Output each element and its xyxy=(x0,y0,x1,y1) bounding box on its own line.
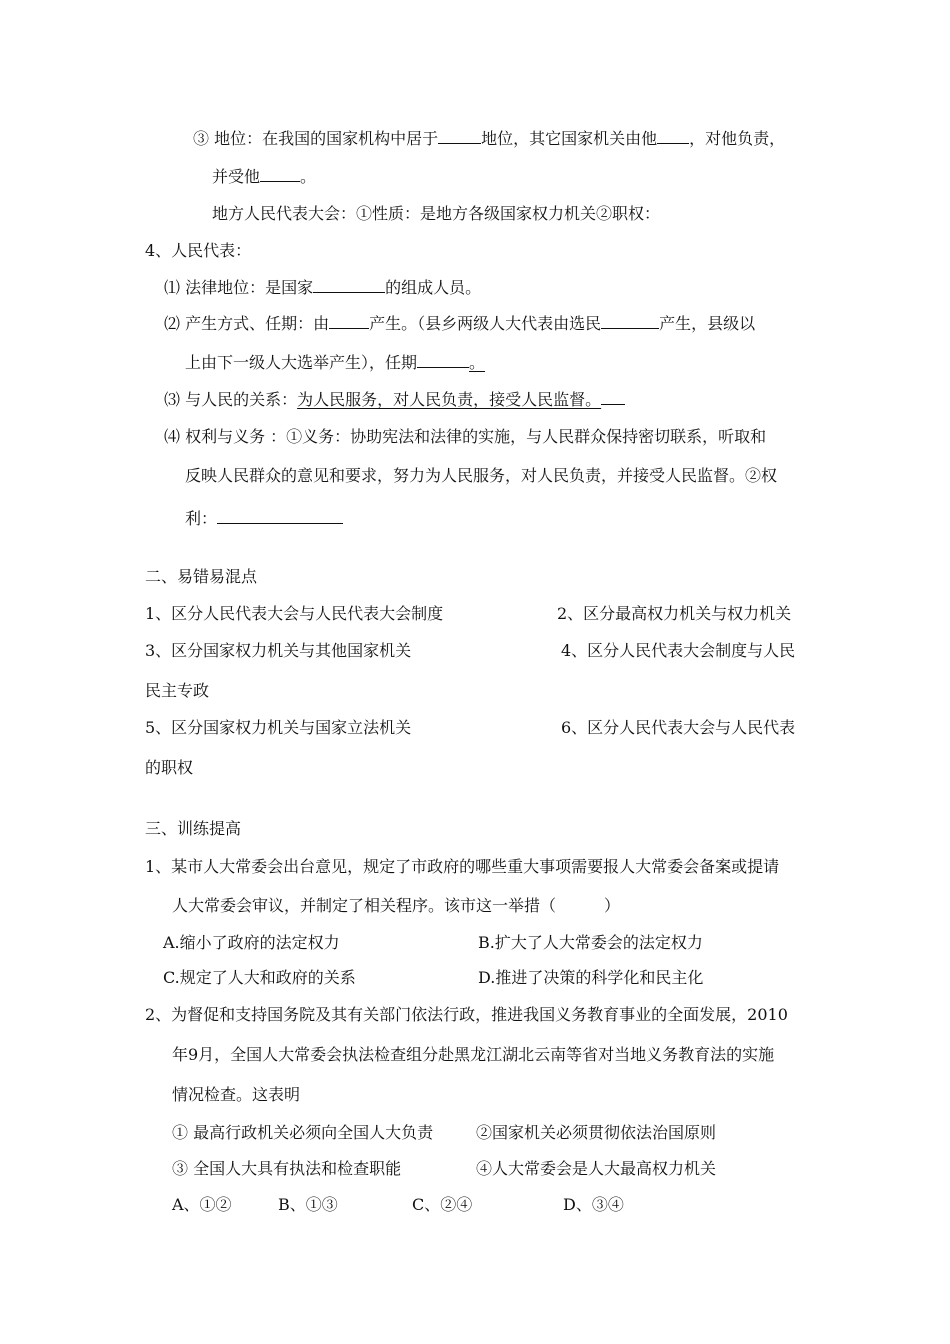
blank xyxy=(438,127,481,144)
q2-option-b: B、①③ xyxy=(278,1195,338,1214)
section2-heading: 二、易错易混点 xyxy=(145,567,258,586)
q1-option-a: A.缩小了政府的法定权力 xyxy=(163,933,340,952)
question-2-line-2: 年9月，全国人大常委会执法检查组分赴黑龙江湖北云南等省对当地义务教育法的实施 xyxy=(172,1045,775,1064)
q1-option-d: D.推进了决策的科学化和民主化 xyxy=(478,968,704,987)
local-npc-line: 地方人民代表大会：①性质：是地方各级国家权力机关②职权： xyxy=(212,204,661,223)
generation-line xyxy=(164,312,755,335)
blank xyxy=(601,388,625,405)
text: 利： xyxy=(185,509,218,528)
blank xyxy=(657,127,689,144)
blank xyxy=(417,351,469,368)
rights-line-3 xyxy=(185,507,343,530)
q2-option-c: C、②④ xyxy=(412,1195,473,1214)
question-2-line-1: 2、为督促和支持国务院及其有关部门依法行政，推进我国义务教育事业的全面发展，2010 xyxy=(145,1005,788,1024)
text: 并受他 xyxy=(212,167,261,186)
text: 产生，县级以 xyxy=(659,314,756,333)
underlined-text: 为人民服务，对人民负责，接受人民监督。 xyxy=(297,390,602,409)
rights-line-1: ⑷ 权利与义务 ：①义务：协助宪法和法律的实施，与人民群众保持密切联系，听取和 xyxy=(164,427,767,446)
text: 。 xyxy=(469,353,486,372)
confusion-item-2: 2、区分最高权力机关与权力机关 xyxy=(557,604,792,623)
status-line-2 xyxy=(212,165,316,188)
blank xyxy=(217,507,343,524)
confusion-item-5: 5、区分国家权力机关与国家立法机关 xyxy=(145,718,412,737)
q2-statement-2: ②国家机关必须贯彻依法治国原则 xyxy=(476,1123,717,1142)
status-line xyxy=(193,127,785,150)
text: ⑵ 产生方式、任期：由 xyxy=(164,314,330,333)
text: 的组成人员。 xyxy=(385,278,482,297)
blank xyxy=(329,312,369,329)
text: ，对他负责， xyxy=(689,129,786,148)
generation-line-2 xyxy=(185,351,485,374)
q2-option-d: D、③④ xyxy=(563,1195,624,1214)
q2-statement-3: ③ 全国人大具有执法和检查职能 xyxy=(172,1159,402,1178)
blank xyxy=(260,165,300,182)
section3-heading: 三、训练提高 xyxy=(145,819,242,838)
q2-statement-4: ④人大常委会是人大最高权力机关 xyxy=(476,1159,717,1178)
confusion-item-4-cont: 民主专政 xyxy=(145,681,210,700)
text: ⑴ 法律地位：是国家 xyxy=(164,278,314,297)
legal-status-line xyxy=(164,276,481,299)
q2-statement-1: ① 最高行政机关必须向全国人大负责 xyxy=(172,1123,434,1142)
deputy-heading: 4、人民代表： xyxy=(145,241,252,260)
confusion-item-1: 1、区分人民代表大会与人民代表大会制度 xyxy=(145,604,444,623)
rights-line-2: 反映人民群众的意见和要求，努力为人民服务，对人民负责，并接受人民监督。②权 xyxy=(185,466,778,485)
text: ⑶ 与人民的关系： xyxy=(164,390,298,409)
question-2-line-3: 情况检查。这表明 xyxy=(172,1085,301,1104)
q1-option-b: B.扩大了人大常委会的法定权力 xyxy=(478,933,703,952)
q1-option-c: C.规定了人大和政府的关系 xyxy=(163,968,356,987)
text: 。 xyxy=(300,167,317,186)
confusion-item-6: 6、区分人民代表大会与人民代表 xyxy=(561,718,796,737)
question-1-line-1: 1、某市人大常委会出台意见，规定了市政府的哪些重大事项需要报人大常委会备案或提请 xyxy=(145,857,780,876)
q2-option-a: A、①② xyxy=(172,1195,232,1214)
blank xyxy=(601,312,659,329)
confusion-item-4: 4、区分人民代表大会制度与人民 xyxy=(561,641,796,660)
confusion-item-6-cont: 的职权 xyxy=(145,758,194,777)
text: 地位，其它国家机关由他 xyxy=(481,129,658,148)
text: 产生。（县乡两级人大代表由选民 xyxy=(369,314,602,333)
text: ③ 地位：在我国的国家机构中居于 xyxy=(193,129,439,148)
question-1-line-2: 人大常委会审议，并制定了相关程序。该市这一举措（ ） xyxy=(172,896,621,915)
relation-line xyxy=(164,388,625,411)
blank xyxy=(313,276,385,293)
text: 上由下一级人大选举产生），任期 xyxy=(185,353,418,372)
confusion-item-3: 3、区分国家权力机关与其他国家机关 xyxy=(145,641,412,660)
